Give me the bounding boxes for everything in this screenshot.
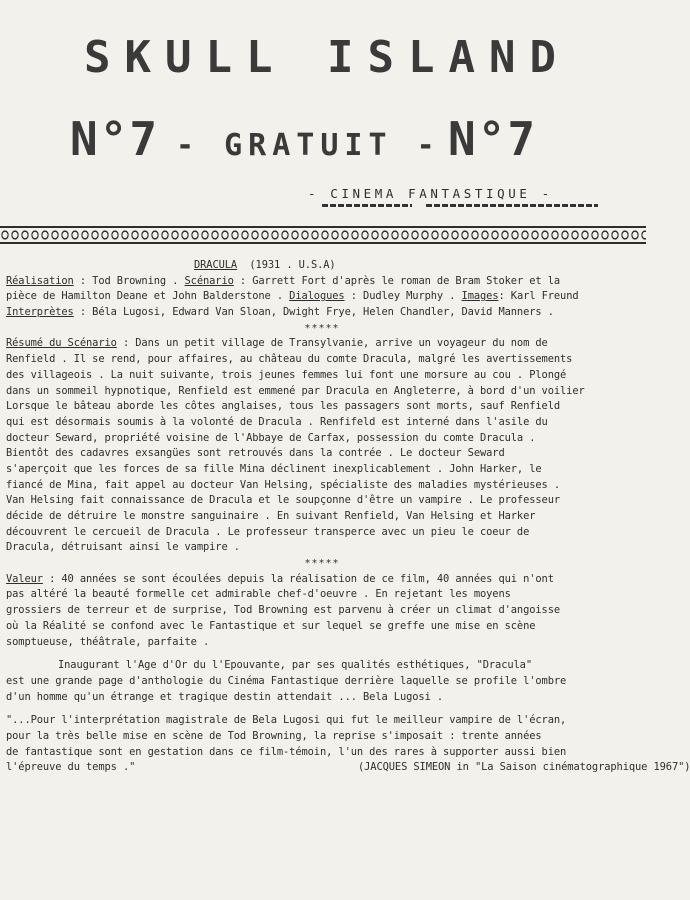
quote-signature: (JACQUES SIMEON in "La Saison cinématographique 1967") bbox=[358, 761, 690, 774]
film-meta: (1931 . U.S.A) bbox=[249, 259, 336, 271]
resume-line: dans un sommeil hypnotique, Renfield est emmené par Dracula en Angleterre, à bord d'un voilier bbox=[6, 384, 585, 397]
credit-label-interpretes: Interprètes bbox=[6, 306, 74, 319]
credit-label-scenario: Scénario bbox=[184, 274, 234, 287]
gratuit-label: - GRATUIT - bbox=[176, 128, 441, 163]
valeur-label: Valeur bbox=[6, 572, 43, 585]
resume-line: qui est désormais soumis à la volonté de Dracula . Renfifeld est interné dans l'asile du bbox=[6, 415, 548, 428]
quote-line: de fantastique sont en gestation dans ce film-témoin, l'un des rares à supporter aussi bien bbox=[6, 745, 567, 758]
credit-text: : Karl Freund bbox=[498, 290, 579, 303]
credit-text: : Dudley Murphy . bbox=[344, 290, 462, 303]
issue-row bbox=[0, 112, 646, 172]
quote-line-last bbox=[6, 760, 690, 776]
quote-line: pour la très belle mise en scène de Tod Browning, la reprise s'imposait : trente années bbox=[6, 729, 542, 742]
credit-text: pièce de Hamilton Deane et John Balderstone . bbox=[6, 290, 290, 303]
valeur-para2-line: Inaugurant l'Age d'Or du l'Epouvante, par ses qualités esthétiques, "Dracula" bbox=[58, 659, 532, 672]
resume-line: des villageois . La nuit suivante, trois jeunes femmes lui font une morsure au cou . Plongé bbox=[6, 368, 567, 381]
resume-line: décide de détruire le monstre sanguinaire . En suivant Renfield, Van Helsing et Harker bbox=[6, 510, 536, 522]
valeur-line: où la Réalité se confond avec le Fantastique et sur lequel se greffe une mise en scène bbox=[6, 619, 536, 632]
credits-line bbox=[6, 305, 638, 321]
resume-line: docteur Seward, propriété voisine de l'Abbaye de Carfax, possession du comte Dracula . bbox=[6, 431, 536, 444]
resume-line: Van Helsing fait connaissance de Dracula et le soupçonne d'être un vampire . Le professeur bbox=[6, 494, 561, 507]
issue-number-left: N°7 bbox=[70, 112, 160, 166]
masthead-title: SKULL ISLAND bbox=[84, 32, 570, 83]
resume-line: Bientôt des cadavres exsangües sont retrouvés dans la contrée . Le docteur Seward bbox=[6, 447, 505, 460]
credits-line bbox=[6, 274, 638, 290]
resume-line: Dracula, détruisant ainsi le vampire . bbox=[6, 541, 240, 554]
separator-stars: ***** bbox=[304, 558, 340, 570]
resume-line: Lorsque le bâteau aborde les côtes anglaises, tous les passagers sont morts, sauf Renfield bbox=[6, 400, 561, 413]
rubric-cinema-fantastique: - CINEMA FANTASTIQUE - bbox=[308, 186, 553, 201]
resume-line: Renfield . Il se rend, pour affaires, au château du comte Dracula, malgré les avertissements bbox=[6, 353, 573, 366]
resume-label: Résumé du Scénario bbox=[6, 337, 117, 350]
film-title: DRACULA bbox=[194, 259, 238, 271]
credits-line bbox=[6, 289, 638, 305]
valeur-line: pas altéré la beauté formelle cet admirable chef-d'oeuvre . En rejetant les moyens bbox=[6, 588, 511, 601]
credit-label-dialogues: Dialogues bbox=[289, 290, 345, 303]
decorative-chain-border bbox=[0, 226, 646, 244]
valeur-para2-line: est une grande page d'anthologie du Cinéma Fantastique derrière laquelle se profile l'ombre bbox=[6, 674, 567, 687]
film-heading bbox=[6, 258, 638, 274]
separator-stars: ***** bbox=[304, 322, 340, 334]
issue-number-right: N°7 bbox=[448, 112, 538, 166]
valeur-para2-line: d'un homme qu'un étrange et tragique destin attendait ... Bela Lugosi . bbox=[6, 690, 444, 703]
rubric-underline bbox=[322, 204, 598, 207]
credit-text: : Tod Browning . bbox=[73, 274, 185, 287]
credit-text: : Garrett Fort d'après le roman de Bram Stoker et la bbox=[233, 274, 561, 287]
resume-line: s'aperçoit que les forces de sa fille Mina déclinent inexplicablement . John Harker, le bbox=[6, 462, 542, 475]
resume-line: fiancé de Mina, fait appel au docteur Van Helsing, spécialiste des maladies mystérieuses . bbox=[6, 478, 561, 491]
article-body bbox=[6, 258, 690, 776]
quote-line: "...Pour l'interprétation magistrale de Bela Lugosi qui fut le meilleur vampire de l'écran, bbox=[6, 714, 567, 727]
valeur-text: : 40 années se sont écoulées depuis la réalisation de ce film, 40 années qui n'ont bbox=[42, 572, 554, 585]
resume-text: : Dans un petit village de Transylvanie, arrive un voyageur du nom de bbox=[116, 337, 548, 350]
resume-line: découvrent le cercueil de Dracula . Le professeur transperce avec un pieu le coeur de bbox=[6, 525, 530, 538]
valeur-line: grossiers de terreur et de surprise, Tod Browning est parvenu à créer un climat d'angoisse bbox=[6, 604, 561, 617]
credit-label-images: Images bbox=[461, 290, 499, 303]
resume-line bbox=[6, 336, 638, 352]
credit-label-realisation: Réalisation bbox=[6, 274, 74, 287]
credit-text: : Béla Lugosi, Edward Van Sloan, Dwight Frye, Helen Chandler, David Manners . bbox=[73, 306, 554, 319]
valeur-line bbox=[6, 572, 638, 588]
valeur-line: somptueuse, théâtrale, parfaite . bbox=[6, 635, 210, 648]
quote-text: l'épreuve du temps ." bbox=[6, 761, 136, 774]
